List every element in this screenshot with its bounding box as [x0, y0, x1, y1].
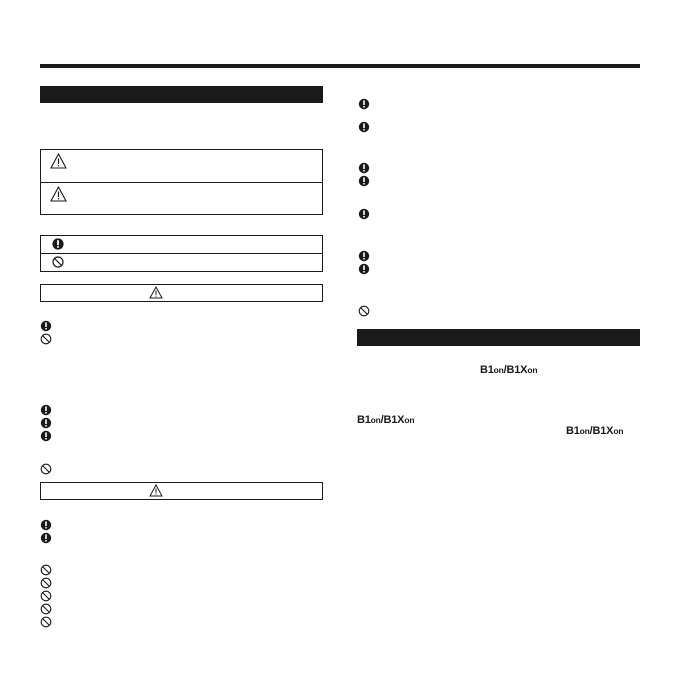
prohibited-icon [40, 564, 52, 576]
mandatory-icon [358, 208, 370, 220]
product-name: B1on/B1Xon [480, 364, 538, 376]
warning-triangle-icon [50, 153, 67, 169]
prohibited-icon [40, 603, 52, 615]
caution-header-triangle-icon [149, 484, 163, 497]
prohibited-icon [40, 577, 52, 589]
mandatory-icon [358, 263, 370, 275]
mandatory-icon [358, 121, 370, 133]
mandatory-icon [358, 98, 370, 110]
prohibited-icon [40, 463, 52, 475]
section-band-right [357, 329, 640, 346]
mandatory-action-icon [52, 238, 64, 250]
caution-triangle-icon [50, 186, 67, 202]
warning-header-box [40, 284, 323, 302]
prohibited-icon [40, 590, 52, 602]
mandatory-icon [40, 320, 52, 332]
warning-header-triangle-icon [149, 286, 163, 299]
caution-header-box [40, 482, 323, 500]
mandatory-icon [358, 250, 370, 262]
product-name: B1on/B1Xon [566, 425, 624, 437]
mandatory-icon [40, 417, 52, 429]
mandatory-icon [40, 404, 52, 416]
mandatory-icon [358, 162, 370, 174]
mandatory-icon [40, 430, 52, 442]
hazard-table-divider [40, 182, 323, 183]
prohibited-icon [358, 305, 370, 317]
header-rule [40, 64, 640, 68]
product-name: B1on/B1Xon [357, 414, 415, 426]
mandatory-icon [40, 532, 52, 544]
symbol-table-divider [40, 253, 323, 254]
prohibited-action-icon [52, 256, 64, 268]
mandatory-icon [40, 519, 52, 531]
mandatory-icon [358, 175, 370, 187]
prohibited-icon [40, 616, 52, 628]
prohibited-icon [40, 333, 52, 345]
section-band-left [40, 86, 323, 103]
